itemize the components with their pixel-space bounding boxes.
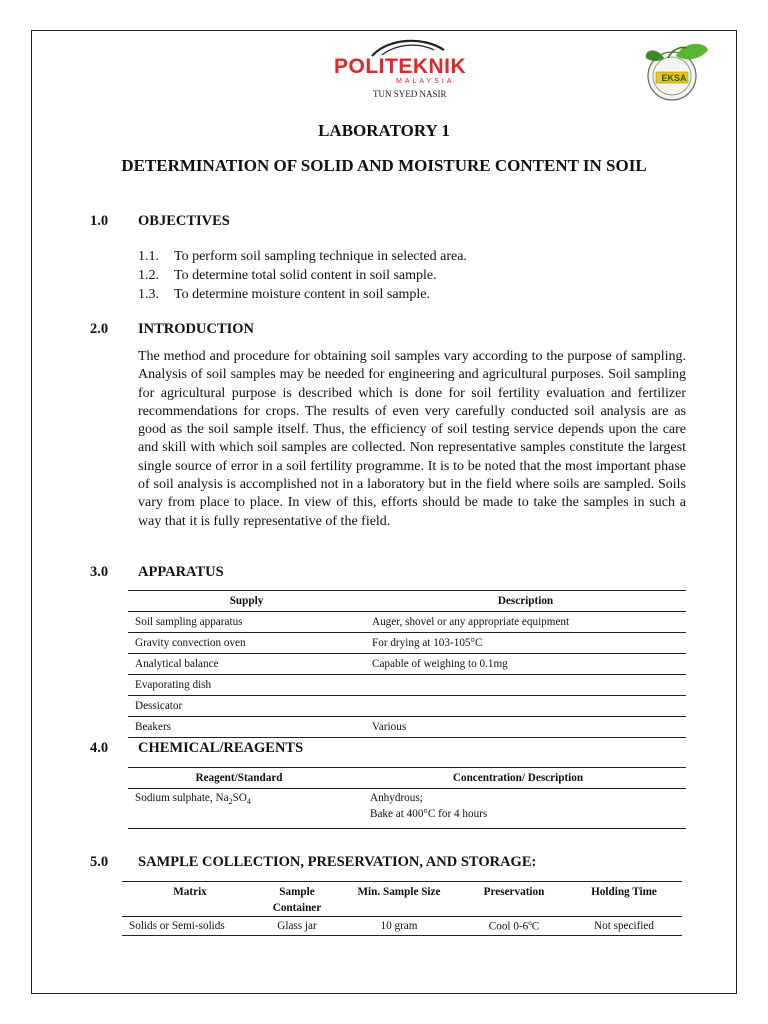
table-cell: Solids or Semi-solids xyxy=(122,917,258,936)
table-row xyxy=(128,789,686,829)
section-title-chemicals: CHEMICAL/REAGENTS xyxy=(138,740,304,756)
table-row xyxy=(122,917,682,936)
column-header-reagent: Reagent/Standard xyxy=(128,768,350,789)
table-cell: Dessicator xyxy=(128,696,365,717)
logo-campus: TUN SYED NASIR xyxy=(373,89,447,99)
column-header-concentration: Concentration/ Description xyxy=(350,768,686,789)
table-row xyxy=(128,654,686,675)
logo-word: POLITEKNIK xyxy=(334,55,467,78)
objective-item: 1.3. To determine moisture content in soil sample. xyxy=(138,287,431,302)
table-row xyxy=(128,717,686,738)
table-cell: 10 gram xyxy=(336,917,462,936)
section-title-introduction: INTRODUCTION xyxy=(138,321,255,337)
table-row xyxy=(128,696,686,717)
section-title-objectives: OBJECTIVES xyxy=(138,213,230,229)
table-cell: Not specified xyxy=(566,917,682,936)
table-header-row xyxy=(128,591,686,612)
table-cell: Beakers xyxy=(128,717,365,738)
table-row xyxy=(128,612,686,633)
table-header-row xyxy=(128,768,686,789)
column-header-supply: Supply xyxy=(128,591,365,612)
eksa-badge-icon xyxy=(634,38,714,102)
table-cell: Analytical balance xyxy=(128,654,365,675)
section-num-chemicals: 4.0 xyxy=(90,740,109,756)
table-cell: Gravity convection oven xyxy=(128,633,365,654)
column-header-matrix: Matrix xyxy=(122,882,258,917)
politeknik-logo xyxy=(330,36,485,102)
reagent-description-cell: Anhydrous; Bake at 400°C for 4 hours xyxy=(350,789,686,829)
logo-sub: MALAYSIA xyxy=(396,78,455,85)
table-cell: Capable of weighing to 0.1mg xyxy=(365,654,686,675)
lab-title: LABORATORY 1 xyxy=(318,121,450,140)
table-row xyxy=(128,633,686,654)
column-header-min-size: Min. Sample Size xyxy=(336,882,462,917)
section-num-objectives: 1.0 xyxy=(90,213,109,229)
table-row xyxy=(128,675,686,696)
table-cell: Cool 0-6$^o$C xyxy=(462,917,566,936)
section-num-introduction: 2.0 xyxy=(90,321,109,337)
section-num-sample: 5.0 xyxy=(90,854,109,870)
column-header-container: Sample Container xyxy=(258,882,336,917)
column-header-holding: Holding Time xyxy=(566,882,682,917)
sample-table xyxy=(122,881,682,936)
apparatus-table xyxy=(128,590,686,738)
table-cell: Various xyxy=(365,717,686,738)
table-cell: Auger, shovel or any appropriate equipment xyxy=(365,612,686,633)
objective-item: 1.2. To determine total solid content in soil sample. xyxy=(138,268,437,283)
table-cell: Glass jar xyxy=(258,917,336,936)
reagents-table xyxy=(128,767,686,829)
column-header-description: Description xyxy=(365,591,686,612)
table-cell: For drying at 103-105°C xyxy=(365,633,686,654)
reagent-name-cell: Sodium sulphate, $Na_2SO_4$ xyxy=(128,789,350,829)
table-cell: Evaporating dish xyxy=(128,675,365,696)
section-title-apparatus: APPARATUS xyxy=(138,564,224,580)
objective-item: 1.1. To perform soil sampling technique in selected area. xyxy=(138,249,467,264)
main-title: DETERMINATION OF SOLID AND MOISTURE CONTENT IN SOIL xyxy=(121,156,647,175)
introduction-paragraph: The method and procedure for obtaining soil samples vary according to the purpose of sampling. Analysis of soil samples may be needed for engineering and agricultural purposes. Soil sampling for agricultural purpose is described which is done for soil fertility evaluation and fertilizer recommendations for crops. The results of even very carefully conducted soil analysis are as good as the soil sample itself. Thus, the efficiency of soil testing service depends upon the care and skill with which soil samples are collected. Non representative samples constitute the largest single source of error in a soil fertility programme. It is to be noted that the most important phase of soil analysis is accomplished not in a laboratory but in the field where soils are sampled. Soils vary from place to place. In view of this, efforts should be made to take the samples in such a way that it is fully representative of the field. xyxy=(138,349,686,529)
table-cell xyxy=(365,696,686,717)
column-header-preservation: Preservation xyxy=(462,882,566,917)
eksa-logo xyxy=(634,38,714,102)
table-header-row xyxy=(122,882,682,917)
table-cell: Soil sampling apparatus xyxy=(128,612,365,633)
table-cell xyxy=(365,675,686,696)
section-num-apparatus: 3.0 xyxy=(90,564,109,580)
section-title-sample: SAMPLE COLLECTION, PRESERVATION, AND STORAGE: xyxy=(138,854,537,870)
eksa-text: EKSA xyxy=(661,73,687,83)
